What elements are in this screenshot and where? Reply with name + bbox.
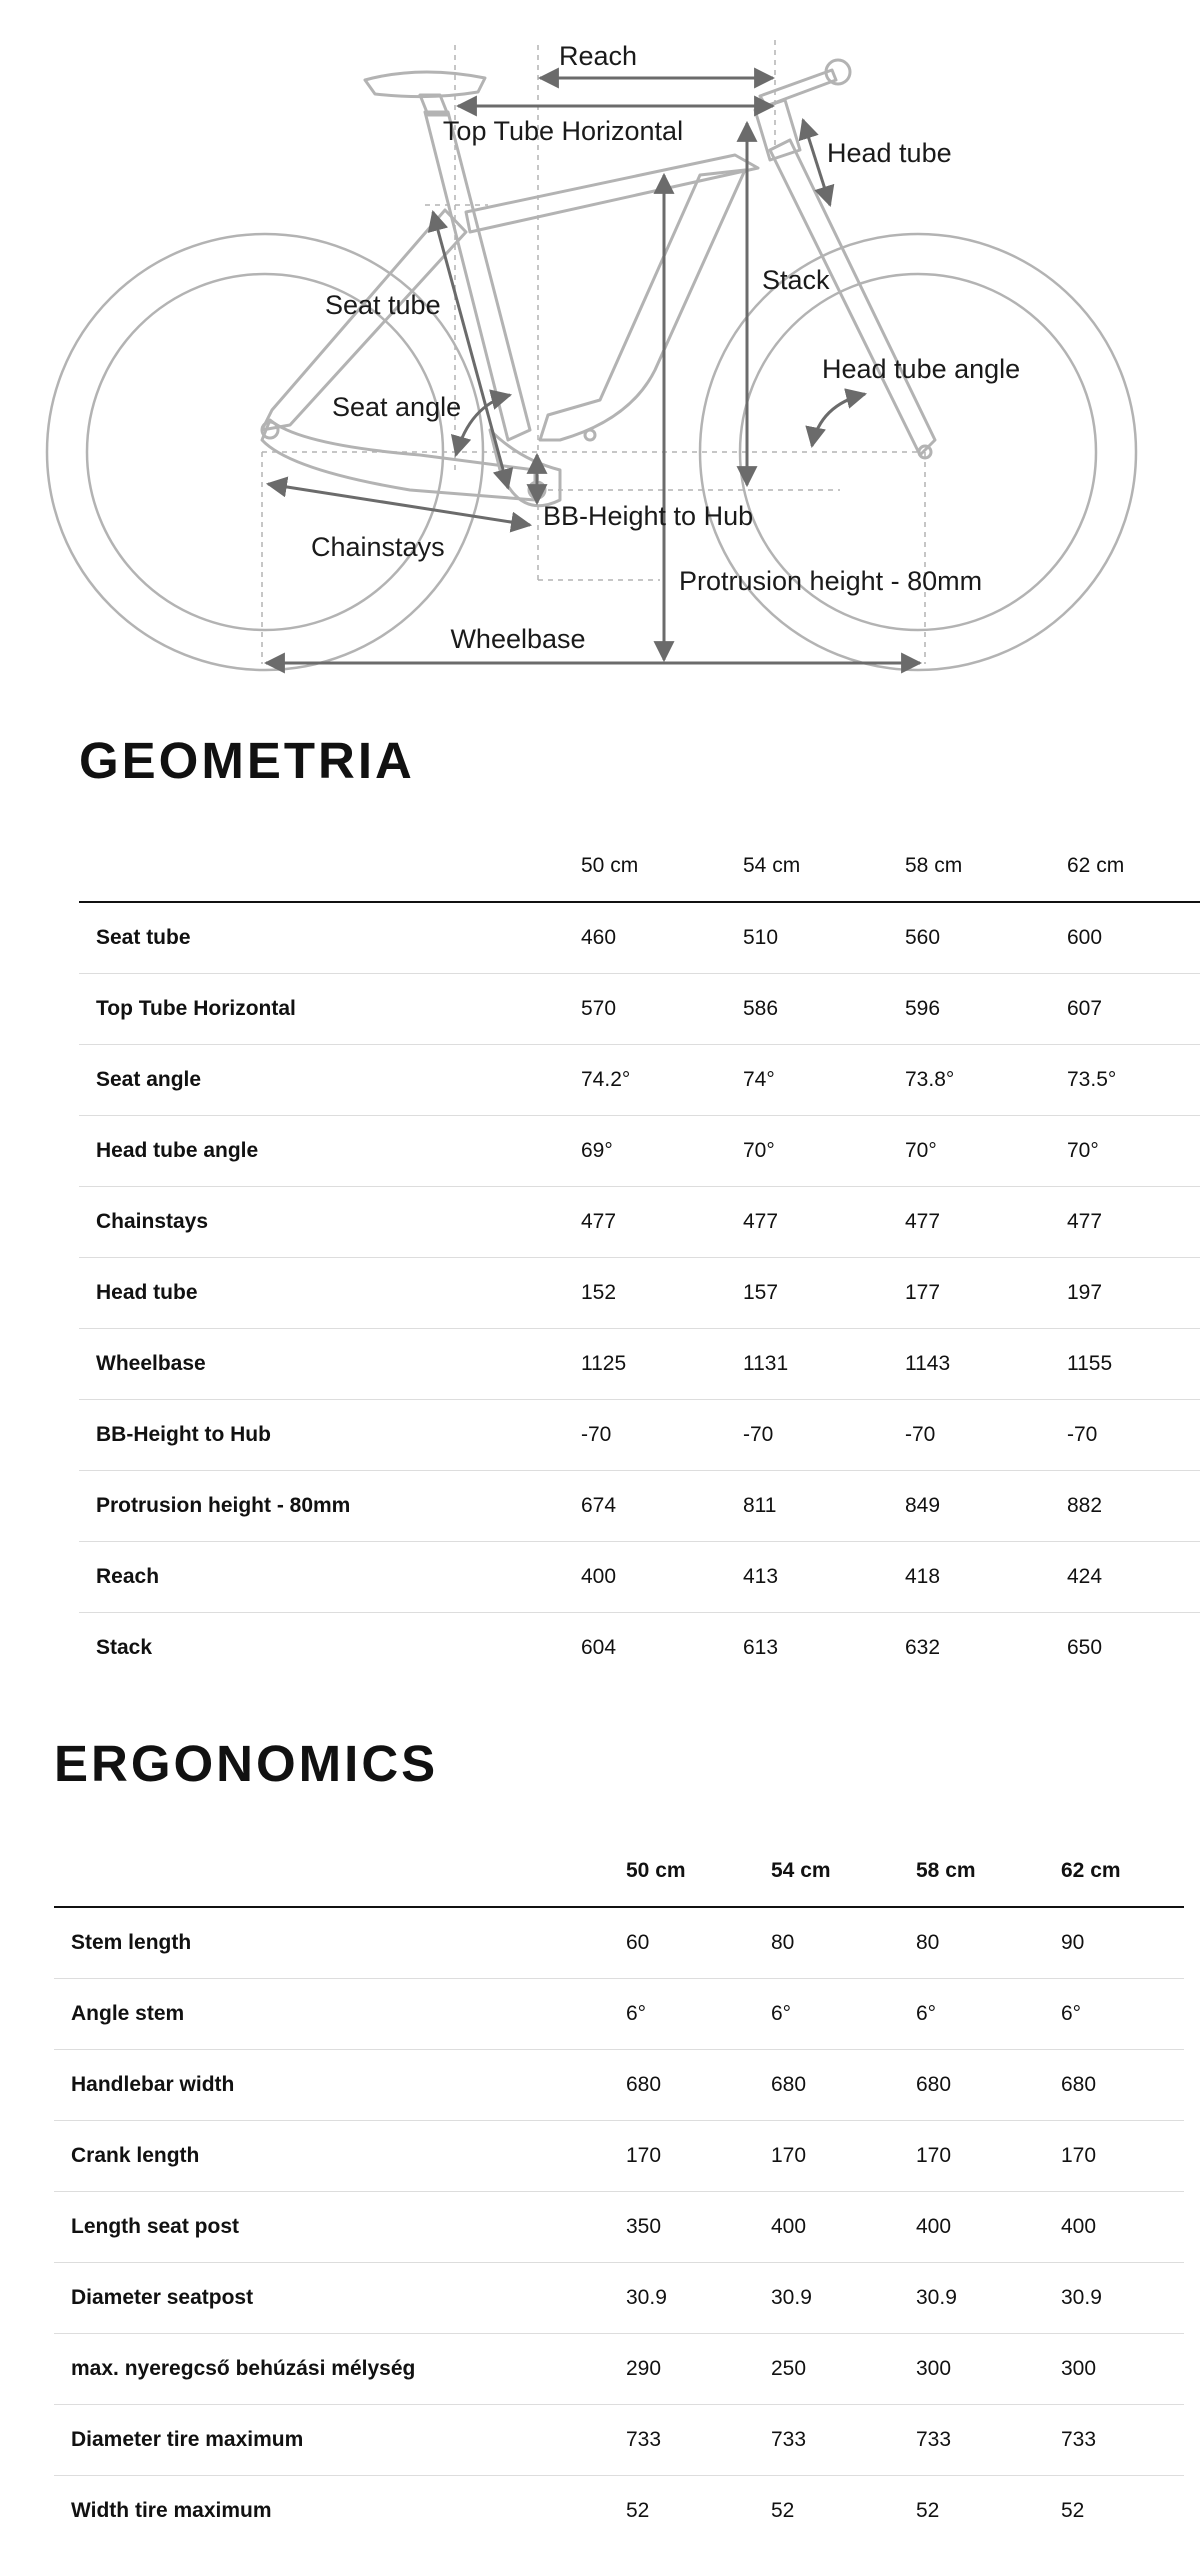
row-value: 300 — [1061, 2334, 1184, 2405]
ergonomics-header-row — [54, 1835, 1184, 1907]
row-value: 560 — [905, 902, 1067, 974]
ergonomics-size-header: 62 cm — [1061, 1835, 1184, 1907]
label-chainstays: Chainstays — [311, 532, 445, 562]
row-label: Seat tube — [79, 902, 581, 974]
row-label: Stem length — [54, 1907, 626, 1979]
row-value: 152 — [581, 1258, 743, 1329]
row-value: 52 — [771, 2499, 795, 2522]
table-row — [79, 1329, 1200, 1400]
geometry-table — [79, 830, 1200, 1683]
row-value: 70° — [905, 1116, 1067, 1187]
ergonomics-title: ERGONOMICS — [54, 1735, 439, 1792]
row-value: 170 — [626, 2121, 771, 2192]
row-value: 460 — [581, 902, 743, 974]
row-label: Protrusion height - 80mm — [79, 1471, 581, 1542]
label-head-tube-angle: Head tube angle — [822, 354, 1021, 384]
geometry-size-header: 50 cm — [581, 830, 743, 902]
table-row — [79, 1045, 1200, 1116]
row-value: 52 — [916, 2499, 940, 2522]
row-label: BB-Height to Hub — [79, 1400, 581, 1471]
frame-fork — [770, 140, 935, 455]
stem — [760, 70, 836, 106]
ergonomics-table — [54, 1835, 1184, 2546]
geometry-title: GEOMETRIA — [79, 732, 415, 789]
ergonomics-size-header: 58 cm — [916, 1835, 1061, 1907]
row-value: 30.9 — [916, 2263, 1061, 2334]
row-value: 733 — [916, 2405, 1061, 2476]
row-value: 607 — [1067, 974, 1200, 1045]
row-label: Reach — [79, 1542, 581, 1613]
row-value: 1143 — [905, 1329, 1067, 1400]
bike-geometry-diagram — [0, 0, 1200, 680]
row-value: 600 — [1067, 902, 1200, 974]
head-tube-angle-arc — [812, 394, 865, 446]
frame-head-tube — [755, 100, 800, 160]
row-value: 400 — [771, 2192, 916, 2263]
row-value: 632 — [905, 1636, 941, 1659]
row-value: 604 — [581, 1636, 617, 1659]
row-value: 30.9 — [771, 2263, 916, 2334]
table-row — [54, 1907, 1184, 1979]
table-row — [79, 1258, 1200, 1329]
table-row — [54, 2405, 1184, 2476]
row-label: Wheelbase — [79, 1329, 581, 1400]
row-label: Length seat post — [54, 2192, 626, 2263]
row-value: 80 — [771, 1907, 916, 1979]
table-row — [79, 1471, 1200, 1542]
chainstays-arrow — [268, 484, 530, 525]
row-value: 30.9 — [626, 2263, 771, 2334]
saddle — [365, 72, 485, 97]
label-bb-height: BB-Height to Hub — [543, 501, 754, 531]
row-value: 290 — [626, 2334, 771, 2405]
table-row — [79, 1613, 1200, 1684]
row-value: 177 — [905, 1258, 1067, 1329]
row-label: Crank length — [54, 2121, 626, 2192]
row-label: Chainstays — [79, 1187, 581, 1258]
row-value: 1155 — [1067, 1329, 1200, 1400]
row-label: Angle stem — [54, 1979, 626, 2050]
frame-seat-tube — [425, 112, 530, 440]
row-value: 170 — [771, 2121, 916, 2192]
table-row — [54, 2334, 1184, 2405]
geometry-size-header: 58 cm — [905, 830, 1067, 902]
row-label: Diameter seatpost — [54, 2263, 626, 2334]
row-value: 733 — [771, 2405, 916, 2476]
row-value: 680 — [1061, 2050, 1184, 2121]
frame-top-tube — [466, 155, 758, 232]
row-value: 811 — [743, 1471, 905, 1542]
table-row — [54, 2476, 1184, 2547]
seat-tube-arrow — [433, 212, 508, 488]
row-value: 510 — [743, 902, 905, 974]
row-value: 80 — [916, 1907, 1061, 1979]
row-value: 170 — [916, 2121, 1061, 2192]
table-row — [54, 1979, 1184, 2050]
table-row — [79, 974, 1200, 1045]
row-label: Width tire maximum — [71, 2499, 272, 2522]
geometry-header-row — [79, 830, 1200, 902]
row-value: 882 — [1067, 1471, 1200, 1542]
geometry-header-blank — [79, 830, 581, 902]
row-value: 90 — [1061, 1907, 1184, 1979]
row-value: 69° — [581, 1116, 743, 1187]
row-value: 680 — [771, 2050, 916, 2121]
table-row — [79, 1400, 1200, 1471]
row-value: 157 — [743, 1258, 905, 1329]
row-value: 30.9 — [1061, 2263, 1184, 2334]
row-value: 73.5° — [1067, 1045, 1200, 1116]
row-value: -70 — [905, 1400, 1067, 1471]
row-value: 52 — [626, 2499, 650, 2522]
table-row — [79, 1542, 1200, 1613]
row-value: 424 — [1067, 1542, 1200, 1613]
row-value: 400 — [1061, 2192, 1184, 2263]
row-value: -70 — [743, 1400, 905, 1471]
row-value: 680 — [916, 2050, 1061, 2121]
label-seat-tube: Seat tube — [325, 290, 441, 320]
row-value: -70 — [1067, 1400, 1200, 1471]
ergonomics-size-header: 50 cm — [626, 1835, 771, 1907]
table-row — [54, 2050, 1184, 2121]
row-value: 6° — [771, 1979, 916, 2050]
row-label: Handlebar width — [54, 2050, 626, 2121]
row-value: 60 — [626, 1907, 771, 1979]
row-value: 6° — [626, 1979, 771, 2050]
row-value: 613 — [743, 1636, 779, 1659]
ergonomics-size-header: 54 cm — [771, 1835, 916, 1907]
geometry-size-header: 54 cm — [743, 830, 905, 902]
row-value: 1125 — [581, 1329, 743, 1400]
row-value: 596 — [905, 974, 1067, 1045]
row-value: 733 — [626, 2405, 771, 2476]
row-value: 400 — [916, 2192, 1061, 2263]
row-label: Seat angle — [79, 1045, 581, 1116]
row-value: 250 — [771, 2334, 916, 2405]
row-value: 73.8° — [905, 1045, 1067, 1116]
row-value: 477 — [905, 1187, 1067, 1258]
row-value: 418 — [905, 1542, 1067, 1613]
label-seat-angle: Seat angle — [332, 392, 462, 422]
row-value: 70° — [1067, 1116, 1200, 1187]
row-label: Top Tube Horizontal — [79, 974, 581, 1045]
frame-bolt — [585, 430, 595, 440]
table-row — [79, 902, 1200, 974]
row-value: 70° — [743, 1116, 905, 1187]
row-value: 52 — [1061, 2499, 1085, 2522]
row-value: 586 — [743, 974, 905, 1045]
row-value: 6° — [916, 1979, 1061, 2050]
row-value: 74.2° — [581, 1045, 743, 1116]
table-row — [54, 2121, 1184, 2192]
row-label: Head tube — [79, 1258, 581, 1329]
row-value: 413 — [743, 1542, 905, 1613]
row-value: 1131 — [743, 1329, 905, 1400]
row-value: 6° — [1061, 1979, 1184, 2050]
label-head-tube: Head tube — [827, 138, 952, 168]
table-row — [54, 2192, 1184, 2263]
row-value: 300 — [916, 2334, 1061, 2405]
row-label: Stack — [96, 1636, 153, 1659]
row-value: -70 — [581, 1400, 743, 1471]
row-value: 350 — [626, 2192, 771, 2263]
label-wheelbase: Wheelbase — [450, 624, 586, 654]
table-row — [79, 1187, 1200, 1258]
ergonomics-header-blank — [54, 1835, 626, 1907]
geometry-size-header: 62 cm — [1067, 830, 1200, 902]
row-value: 650 — [1067, 1636, 1103, 1659]
row-value: 680 — [626, 2050, 771, 2121]
label-top-tube: Top Tube Horizontal — [442, 116, 684, 146]
row-label: Diameter tire maximum — [54, 2405, 626, 2476]
row-label: Head tube angle — [79, 1116, 581, 1187]
row-value: 674 — [581, 1471, 743, 1542]
label-stack: Stack — [762, 265, 830, 295]
row-value: 849 — [905, 1471, 1067, 1542]
row-value: 74° — [743, 1045, 905, 1116]
row-label: max. nyeregcső behúzási mélység — [54, 2334, 626, 2405]
row-value: 733 — [1061, 2405, 1184, 2476]
row-value: 477 — [1067, 1187, 1200, 1258]
table-row — [79, 1116, 1200, 1187]
row-value: 400 — [581, 1542, 743, 1613]
row-value: 477 — [581, 1187, 743, 1258]
label-protrusion: Protrusion height - 80mm — [679, 566, 983, 596]
label-reach: Reach — [558, 41, 638, 71]
row-value: 197 — [1067, 1258, 1200, 1329]
row-value: 170 — [1061, 2121, 1184, 2192]
row-value: 477 — [743, 1187, 905, 1258]
row-value: 570 — [581, 974, 743, 1045]
table-row — [54, 2263, 1184, 2334]
